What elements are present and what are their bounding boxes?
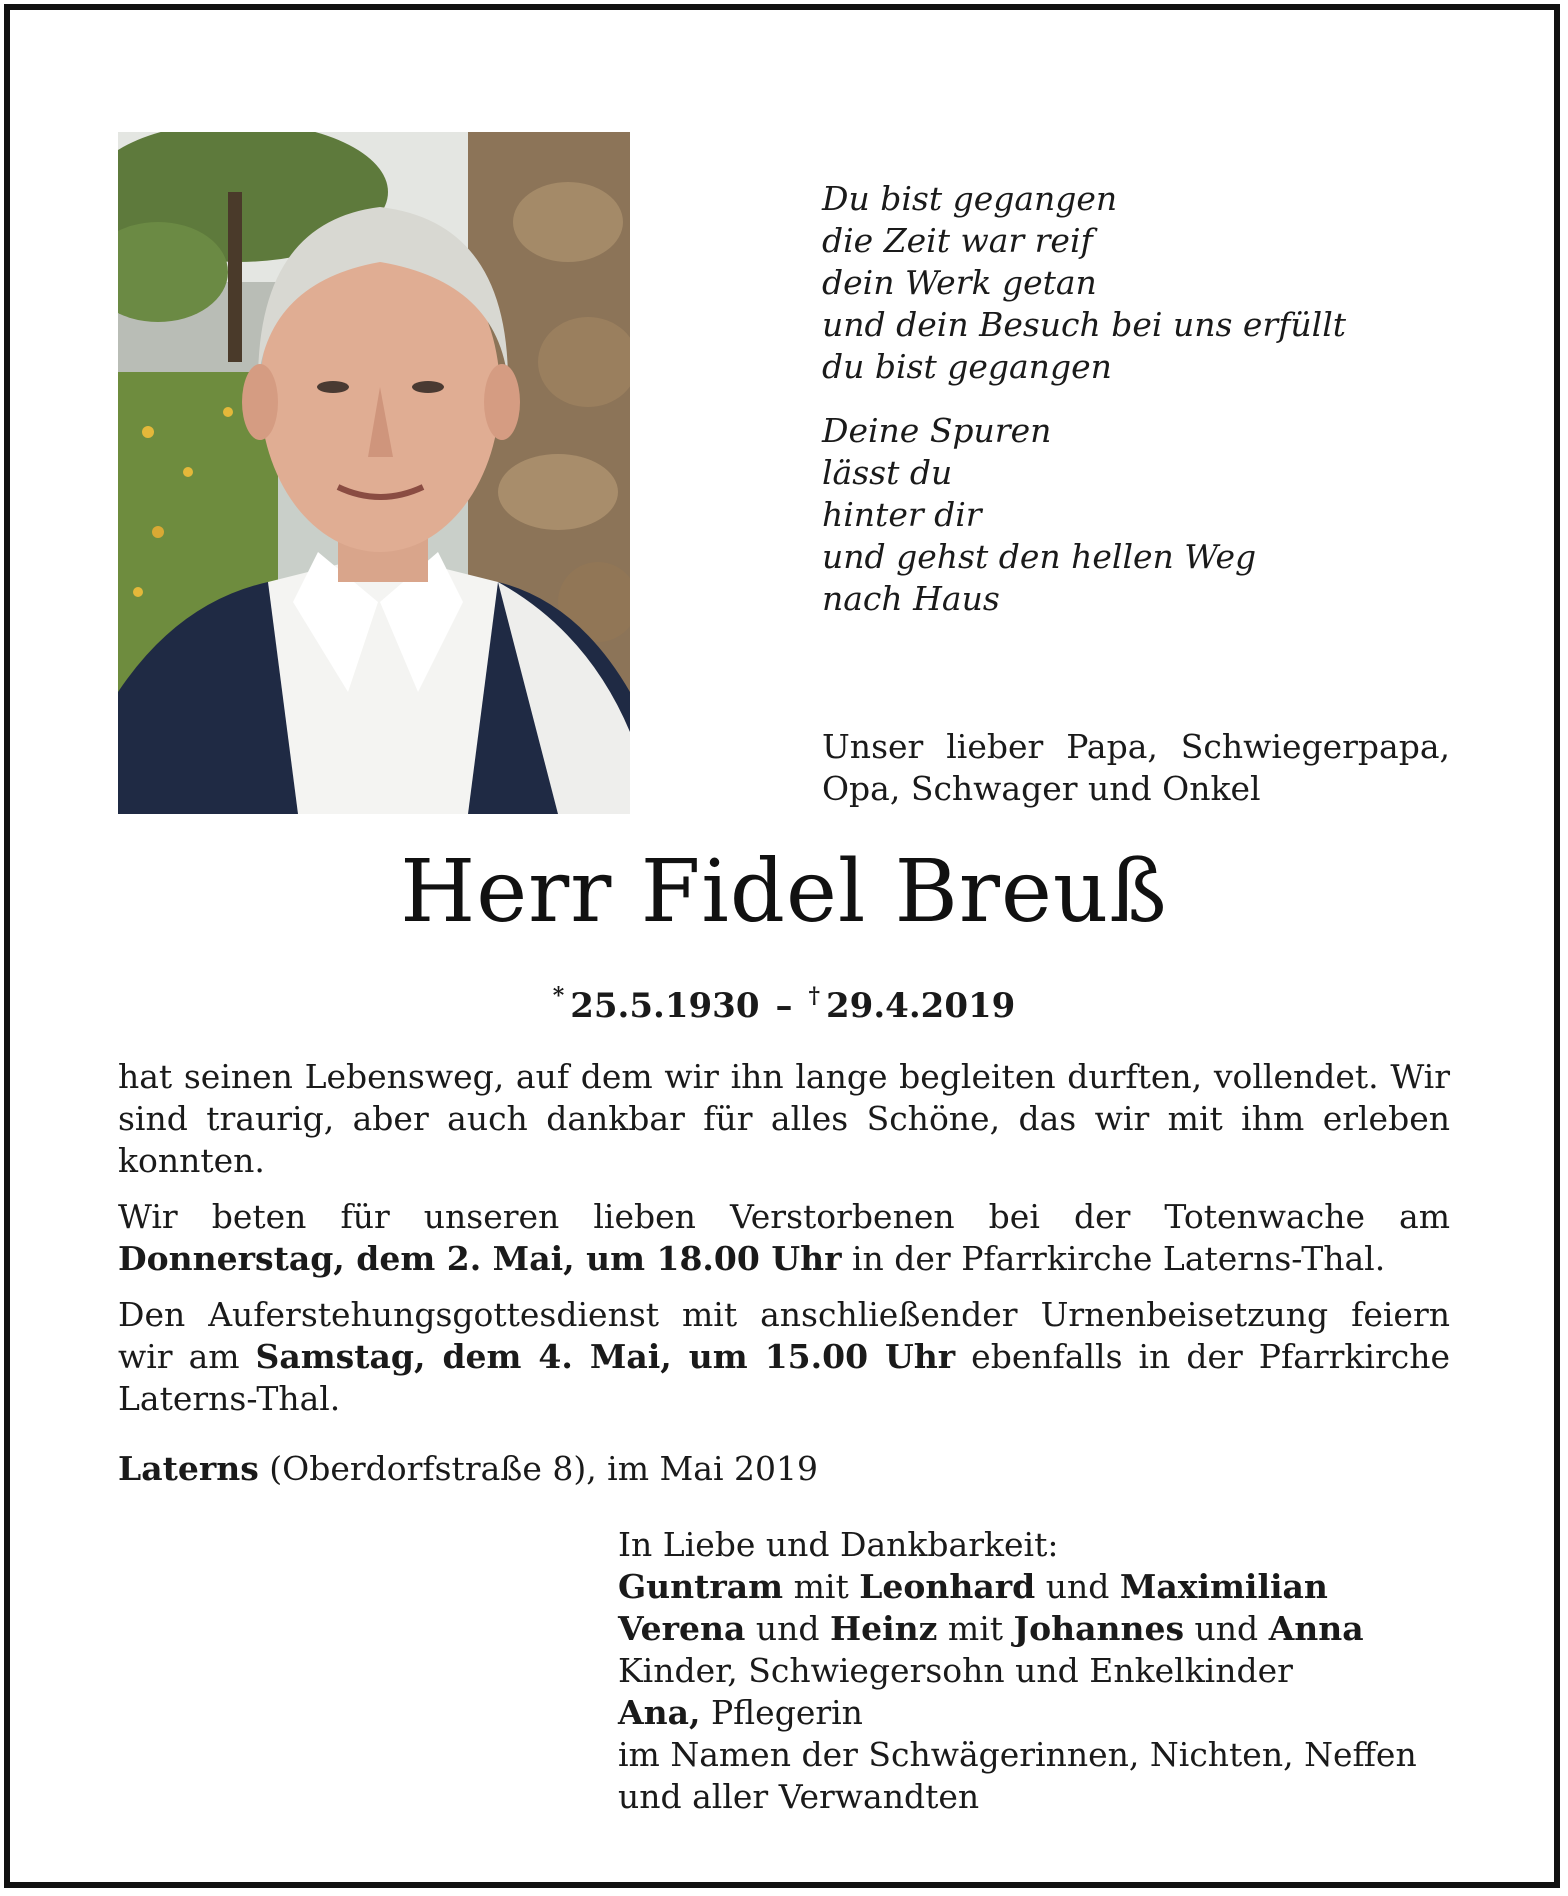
signer-name: Anna [1268, 1609, 1364, 1648]
body-paragraph-2 [118, 1196, 1450, 1280]
signer-name: Heinz [829, 1609, 938, 1648]
signers-intro: In Liebe und Dankbarkeit: [618, 1525, 1059, 1564]
poem-line: und dein Besuch bei uns erfüllt [822, 305, 1347, 344]
poem-stanza-2 [822, 410, 1346, 620]
announcement-body [118, 1056, 1450, 1434]
portrait-illustration [118, 132, 630, 814]
poem-stanza-1 [822, 178, 1346, 388]
text-run: Pflegerin [700, 1693, 863, 1732]
birth-symbol: * [552, 983, 565, 1009]
intro-line: Opa, Schwager und Onkel [822, 769, 1261, 808]
life-dates [0, 974, 1568, 1028]
poem-line: du bist gegangen [822, 347, 1112, 386]
signers-block [618, 1524, 1458, 1818]
text-run: mit [783, 1567, 860, 1606]
signers-line-3: Kinder, Schwiegersohn und Enkelkinder [618, 1651, 1293, 1690]
text-run: und [1035, 1567, 1120, 1606]
place-date-line [118, 1448, 818, 1490]
wake-datetime: Donnerstag, dem 2. Mai, um 18.00 Uhr [118, 1239, 842, 1278]
text-run: Den Auferstehungsgottesdienst mit anschließender Urnenbeisetzung feiern wir am [118, 1295, 1450, 1376]
date-dash: – [775, 986, 793, 1026]
signer-name: Guntram [618, 1567, 784, 1606]
death-symbol: † [808, 983, 821, 1009]
poem-line: Du bist gegangen [822, 179, 1118, 218]
text-run: und [1184, 1609, 1269, 1648]
deceased-name: Herr Fidel Breuß [400, 842, 1168, 942]
signers-line-6: und aller Verwandten [618, 1777, 980, 1816]
text-run: ebenfalls in der Pfarrkirche Laterns-Thal. [118, 1337, 1451, 1418]
signer-name: Johannes [1013, 1609, 1185, 1648]
birth-date: 25.5.1930 [570, 986, 760, 1026]
body-paragraph-3 [118, 1294, 1450, 1420]
poem-line: dein Werk getan [822, 263, 1097, 302]
signer-name: Leonhard [859, 1567, 1036, 1606]
death-date: 29.4.2019 [826, 986, 1016, 1026]
signers-line-4 [618, 1692, 1458, 1734]
portrait-photo [118, 132, 630, 814]
place-rest: (Oberdorfstraße 8), im Mai 2019 [258, 1449, 819, 1488]
poem-line: Deine Spuren [822, 411, 1052, 450]
poem [822, 178, 1346, 642]
signers-line-2 [618, 1608, 1458, 1650]
text-run: in der Pfarrkirche Laterns-Thal. [841, 1239, 1386, 1278]
poem-line: nach Haus [822, 579, 1000, 618]
poem-line: hinter dir [822, 495, 982, 534]
signer-name: Verena [618, 1609, 746, 1648]
intro-line: Unser lieber Papa, Schwiegerpapa, [822, 727, 1450, 766]
text-run: und [745, 1609, 830, 1648]
body-paragraph-1: hat seinen Lebensweg, auf dem wir ihn lange begleiten durften, vollendet. Wir sind traurig, aber auch dankbar für alles Schöne, das wir mit ihm erleben konnten. [118, 1057, 1450, 1180]
signers-line-1 [618, 1566, 1458, 1608]
poem-line: die Zeit war reif [822, 221, 1093, 260]
service-datetime: Samstag, dem 4. Mai, um 15.00 Uhr [255, 1337, 956, 1376]
text-run: Wir beten für unseren lieben Verstorbenen bei der Totenwache am [118, 1197, 1450, 1236]
text-run: mit [937, 1609, 1014, 1648]
signer-name: Ana, [618, 1693, 701, 1732]
signer-name: Maximilian [1119, 1567, 1328, 1606]
poem-line: lässt du [822, 453, 953, 492]
intro-text [822, 726, 1452, 810]
place-town: Laterns [118, 1449, 259, 1488]
poem-line: und gehst den hellen Weg [822, 537, 1257, 576]
signers-line-5: im Namen der Schwägerinnen, Nichten, Neffen [618, 1735, 1417, 1774]
